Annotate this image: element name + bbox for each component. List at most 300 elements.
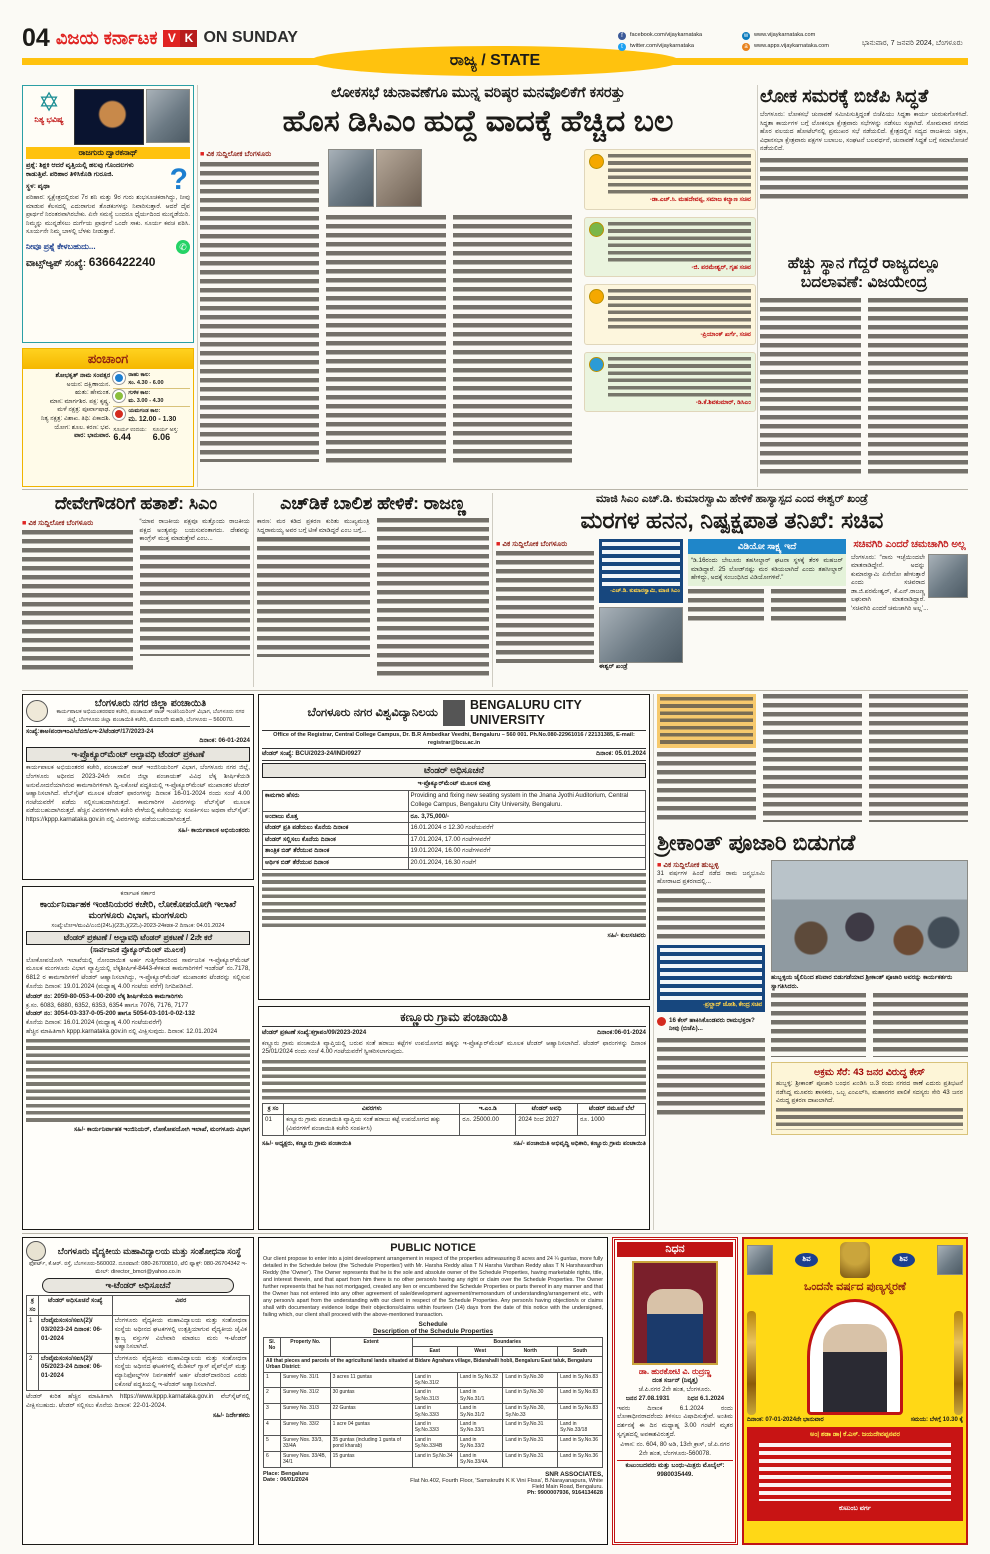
bmc-col: ವಿವರ xyxy=(112,1296,249,1316)
obituary-body: ಇವರು ದಿನಾಂಕ 6.1.2024 ರಂದು ಲೋಕಾಧೀನರಾದರೆಂದು ತಿಳಿಸಲು ವಿಷಾದಿಸುತ್ತೇವೆ. ಅಂತಿಮ ದರ್ಶನಕ್ಕೆ ಈ ದಿನ ಮಧ್ಯಾಹ್ನ 3.00 ಗಂಟೆಗೆ ಮೃತರ ಸ್ವಗೃಹದಲ್ಲಿ ಅವಕಾಶವಿರುತ್ತದೆ. xyxy=(617,1404,733,1438)
kannur-cell: ರೂ. 1000 xyxy=(578,1115,646,1135)
yamaganda-clock-icon xyxy=(113,408,125,420)
guru-name: ರಾಜಗುರು ದ್ವಾರಕನಾಥ್ xyxy=(26,147,190,159)
trees-story: ಮಾಜಿ ಸಿಎಂ ಎಚ್.ಡಿ. ಕುಮಾರಸ್ವಾಮಿ ಹೇಳಿಕೆ ಹಾಸ್ಯಾಸ್ಪದ ಎಂದ ಈಶ್ವರ್ ಖಂಡ್ರೆ ಮರಗಳ ಹನನ, ನಿಷ್ಪಕ್ಷಪಾತ ತನಿಖೆ: ಸಚಿವ ■ ವಿಕ ಸುದ್ದಿಲೋಕ ಬೆಂಗಳೂರು -ಎಚ್.ಡಿ. ಕುಮಾರಸ್ವಾಮಿ, ಮಾಜಿ ಸಿಎಂ ಈಶ್ವರ್ ಖಂಡ್ರೆ ವಿಡಿಯೋ ಸಾಕ್ಷ್ಯ ಇದೆ “ಡಿ.16ರಂದು ಬೇಲೂರು ತಹಸೀಲ್ದಾರ್ ಘಟನಾ ಸ್ಥಳಕ್ಕೆ ತೆರಳಿ ಮಹಜರ್ ಮಾಡಿದ್ದಾರೆ. 25 ಲೋಡ್‌ನಷ್ಟು ಮರ ಕಡಿಯಲಾಗಿದೆ ಎಂದು ತಹಸೀಲ್ದಾರ್ ಹೇಳಿದ್ದು, ಅದಕ್ಕೆ ಸಂಬಂಧಿಸಿದ ವಿಡಿಯೋಗಳಿವೆ.” ಸಚಿವಗಿರಿ ಎಂದರೆ ಚಮಚಾಗಿರಿ ಅಲ್ಲ ಬೆಂಗಳೂರು: “ನಾನು ಇಚ್ಛೆಯಿಂದಲೇ ಮಾತನಾಡಿದ್ದೇನೆ. ಅದನ್ನು ಕುಮಾರಸ್ವಾಮಿ ಏನೇನೋ ಹೇಳುತ್ತಾರೆ ಎಂದು ಸಚಿವರಾದ ಡಾ.ಜಿ.ಪರಮೇಶ್ವರ್, ಕೆ.ಎನ್.ರಾಜಣ್ಣ ಲಘುವಾಗಿ ಮಾತನಾಡಿದ್ದಾರೆ. ‘ಸಚಿವಗಿರಿ ಎಂದರೆ ಚಮಚಾಗಿರಿ ಅಲ್ಲ’... xyxy=(496,493,968,687)
astro-cta: ನೀವೂ ಪ್ರಶ್ನೆ ಕೇಳಬಹುದು... xyxy=(26,241,96,251)
pwd-body-more xyxy=(26,1039,250,1123)
schedule-cell: Land in Sy.No.83 xyxy=(558,1388,603,1404)
schedule-cell: Land in Sy.No.31 xyxy=(503,1420,558,1436)
case-box xyxy=(771,1062,968,1135)
pwd-line: ಹೆಚ್ಚಿನ ಮಾಹಿತಿಗಾಗಿ kppp.karnataka.gov.in ನಲ್ಲಿ ವೀಕ್ಷಿಸುವುದು. ದಿನಾಂಕ: 12.01.2024 xyxy=(26,1027,218,1035)
highlighted-quote xyxy=(657,694,756,748)
star-icon: ✡ xyxy=(38,87,60,117)
bmc-address: ಫೋರ್ಟ್, ಕೆ.ಆರ್. ರಸ್ತೆ, ಬೆಂಗಳೂರು-560002. ದೂರವಾಣಿ: 080-26700810, ಟೆಲಿ ಫ್ಯಾಕ್ಸ್: 080-26704342 ಇ-ಮೇಲ್: director_bmcri@yahoo.co.in xyxy=(29,1261,247,1275)
trees-byline: ವಿಕ ಸುದ್ದಿಲೋಕ ಬೆಂಗಳೂರು xyxy=(502,539,568,548)
bmc-tender-ad xyxy=(22,1237,254,1545)
schedule-col: South xyxy=(558,1347,603,1356)
bcu-row-label: ಕಾಮಗಾರಿ ಹೆಸರು xyxy=(263,791,409,811)
bcu-tender-ad xyxy=(258,694,650,1000)
sachiva-box-body: ಬೆಂಗಳೂರು: “ನಾನು ಇಚ್ಛೆಯಿಂದಲೇ ಮಾತನಾಡಿದ್ದೇನೆ. ಅದನ್ನು ಕುಮಾರಸ್ವಾಮಿ ಏನೇನೋ ಹೇಳುತ್ತಾರೆ ಎಂದು ಸಚಿವರಾದ ಡಾ.ಜಿ.ಪರಮೇಶ್ವರ್, ಕೆ.ಎನ್.ರಾಜಣ್ಣ ಲಘುವಾಗಿ ಮಾತನಾಡಿದ್ದಾರೆ. ‘ಸಚಿವಗಿರಿ ಎಂದರೆ ಚಮಚಾಗಿರಿ ಅಲ್ಲ’... xyxy=(851,553,929,613)
schedule-cell: Land in Sy.No.32 xyxy=(457,1372,502,1388)
planet-image xyxy=(74,89,144,145)
pwd-line: ಟೆಂಡರ್ ನಂ: 2059-80-053-4-00-200 ಲೆಕ್ಕ ಶೀರ್ಷಿಕೆಯಡಿ ಕಾಮಗಾರಿಗಳು xyxy=(26,993,183,1001)
facebook-icon: f xyxy=(618,32,626,40)
schedule-cell: 4 xyxy=(264,1420,281,1436)
yamaganda-label: ಯಮಗಂಡ ಕಾಲ: xyxy=(128,408,161,415)
panchanga-title: ಪಂಚಾಂಗ xyxy=(23,349,193,369)
schedule-cell: Land in Sy.No.33/1 xyxy=(457,1420,502,1436)
panchanga-line: ಅಯನ: ದಕ್ಷಿಣಾಯನ. xyxy=(66,380,111,388)
lead-headline: ಹೊಸ ಡಿಸಿಎಂ ಹುದ್ದೆ ವಾದಕ್ಕೆ ಹೆಚ್ಚಿದ ಬಲ xyxy=(282,105,674,138)
schedule-cell: Land in Sy.No.30 xyxy=(503,1372,558,1388)
schedule-cell: Survey Nos. 33/4B, 34/1 xyxy=(281,1451,331,1467)
schedule-cell: Land in Sy.No.34 xyxy=(412,1451,457,1467)
kumaraswamy-photo xyxy=(928,554,968,598)
kannur-col: ಇ.ಎಂ.ಡಿ xyxy=(460,1103,516,1115)
website-url: www.vijaykarnataka.com xyxy=(754,32,816,39)
public-notice-body: Our client propose to enter into a joint development arrangement in respect of the properties admeasuring 8 acres and 24 ¼ guntas, more fully detailed in the Schedule below (the 'Schedule Properties') with Mr. Harsha Reddy alias T N Harsha Vardhan Reddy alias T N Harshavardhan Reddy (the 'Owner'). The Owner represents that he is the sole and absolute owner of the Schedule Properties, having marketable rights, title, and interest therein, and that apart from him there is no other person/s having any right or claim over the Schedule Properties. The Owner further represents that he has not mortgaged, created any lien or encumbered the Schedule Properties or parts thereof in any manner and that the Owner has not entered into any other agreement of sale/development agreement/memorandum of understanding/arrangement etc., with any person/s apart from the understanding with our client in respect of the Schedule Properties. Any person/s having objection/s or claims shall with documentary evidence lodge their objections/claims within fourteen (14) days from the date of this notice with the undersigned, failing which, our client shall proceed with the above-mentioned transaction. xyxy=(263,1256,603,1318)
quote-attribution: -ಪ್ರಿಯಾಂಕ್ ಖರ್ಗೆ, ಸಚಿವ xyxy=(700,331,751,339)
whatsapp-label: ವಾಟ್ಸ್‌ಆ್ಯಪ್ ಸಂಖ್ಯೆ: xyxy=(26,257,87,269)
eshwar-khandre-photo xyxy=(599,607,683,663)
bcu-sub: ಇ-ಪ್ರೊಕ್ಯೂರ್‌ಮೆಂಟ್ ಮೂಲಕ ಮಾತ್ರ xyxy=(417,779,491,787)
bcu-row-label: ಅಂದಾಜು ಮೊತ್ತ xyxy=(263,811,409,823)
bcu-table xyxy=(262,790,646,869)
hdk-body-column xyxy=(257,537,370,657)
schedule-cell: 1 xyxy=(264,1372,281,1388)
yamaganda-value: ಮ. 12.00 - 1.30 xyxy=(128,415,177,423)
lead-quotes-column xyxy=(584,149,756,419)
schedule-cell: Survey Nos. 33/3, 33/4A xyxy=(281,1435,331,1451)
srikanth-body-column xyxy=(657,889,765,941)
hdk-snippet: ಕಾರಣ: ಮರ ಕಡಿದ ಪ್ರಕರಣ ಕುರಿತು ಮುಖ್ಯಮಂತ್ರಿ ಸಿದ್ದರಾಮಯ್ಯ ಅವರ ಬಗ್ಗೆ ಟೀಕೆ ಮಾಡಿದ್ದರೆ ಎಂಬ ಬಗ್ಗೆ... xyxy=(257,518,370,534)
pwd-tender-ad xyxy=(22,886,254,1230)
kannur-cell: ಕಣ್ಣೂರು ಗ್ರಾಮ ಪಂಚಾಯಿತಿ ವ್ಯಾಪ್ತಿಯ ಸಂತೆ ಹರಾಜು ಕಟ್ಟೆ ಉಪಯೋಗದ ಹಕ್ಕು (ವಿವರಗಳಿಗೆ ಪಂಚಾಯಿತಿ ಕಚೇರಿ ಸಂಪರ್ಕಿಸಿ) xyxy=(284,1115,460,1135)
rahu-value: ಸಂ. 4.30 - 6.00 xyxy=(128,379,164,386)
panchanga-line: ವಾರ: ಭಾನುವಾರ. xyxy=(74,432,111,440)
bmc-col: ಟೆಂಡರ್ ಅಧಿಸೂಚನೆ ಸಂಖ್ಯೆ xyxy=(39,1296,113,1316)
schedule-cell: Survey No. 31/1 xyxy=(281,1372,331,1388)
bcu-date: ದಿನಾಂಕ: 05.01.2024 xyxy=(596,750,646,758)
schedule-col: East xyxy=(412,1347,457,1356)
astro-asker: ಸ್ಥಳ: ಪೃಥಾ xyxy=(26,183,50,190)
quote-text xyxy=(608,154,751,196)
bcu-row-label: ಆರ್ಥಿಕ ಬಿಡ್ ತೆರೆಯುವ ದಿನಾಂಕ xyxy=(263,857,409,869)
sachiva-box-title: ಸಚಿವಗಿರಿ ಎಂದರೆ ಚಮಚಾಗಿರಿ ಅಲ್ಲ xyxy=(853,539,966,550)
schedule-cell: 30 guntas xyxy=(330,1388,412,1404)
schedule-cell: Land in Sy.No.30 xyxy=(503,1388,558,1404)
quote-box xyxy=(584,149,756,210)
memorial-verse-first: ಅಂ| ಶಡಾ ಡಾ| ಕೆ.ಎಸ್. ಜಯದೇವಪ್ಪನವರ xyxy=(810,1431,900,1438)
schedule-cell: 5 xyxy=(264,1435,281,1451)
srikanth-body-column xyxy=(657,1038,765,1118)
video-box-title: ವಿಡಿಯೋ ಸಾಕ್ಷ್ಯ ಇದೆ xyxy=(688,539,846,554)
shiva-badge-right: ಶಿವ xyxy=(892,1253,914,1267)
zp-address: ಕಾರ್ಯಪಾಲಕ ಅಭಿಯಂತರರವರ ಕಚೇರಿ, ಪಂಚಾಯತ್ ರಾಜ್ ಇಂಜಿನಿಯರಿಂಗ್ ವಿಭಾಗ, ಬೆಂಗಳೂರು ನಗರ ಜಿಲ್ಲೆ, ಬೆಂಗಳೂರು ಜಿಲ್ಲಾ ಪಂಚಾಯಿತಿ ಕಚೇರಿ, ಮೊದಲನೇ ಮಹಡಿ, ಬೆಂಗಳೂರು – 560070. xyxy=(56,709,245,723)
bcu-english-name: BENGALURU CITY UNIVERSITY xyxy=(470,698,582,727)
devegowda-story: ದೇವೇಗೌಡರಿಗೆ ಹತಾಶೆ: ಸಿಎಂ ■ ವಿಕ ಸುದ್ದಿಲೋಕ ಬೆಂಗಳೂರು “ಯಾವ ರಾಜಕೀಯ ಪಕ್ಷವೂ ಮತ್ತೊಂದು ರಾಜಕೀಯ ಪಕ್ಷದ ಅಂತ್ಯವನ್ನು ಬಯಸುವಂತಾಗದು. ದೇಶವನ್ನು ಕಾಂಗ್ರೆಸ್ ಮುಕ್ತ ಮಾಡುತ್ತೇವೆ ಎಂಬ... xyxy=(22,493,250,687)
sunset-label: ಸೂರ್ಯ ಅಸ್ತ: xyxy=(152,426,179,433)
body-column xyxy=(763,694,862,822)
memorial-portrait-figure xyxy=(823,1324,887,1412)
bcu-band: ಟೆಂಡರ್ ಅಧಿಸೂಚನೆ xyxy=(262,763,646,778)
schedule-cell: Land in Sy.No.33/18 xyxy=(558,1420,603,1436)
kannur-body: ಕಣ್ಣೂರು ಗ್ರಾಮ ಪಂಚಾಯಿತಿ ವ್ಯಾಪ್ತಿಯಲ್ಲಿ ಬರುವ ಸಂತೆ ಹರಾಜು ಕಟ್ಟೆಗಳ ಉಪಯೋಗದ ಹಕ್ಕನ್ನು ಇ-ಪ್ರೊಕ್ಯೂರ್‌ಮೆಂಟ್ ಮೂಲಕ ಟೆಂಡರ್ ಆಹ್ವಾನಿಸಲಾಗಿದೆ. ಟೆಂಡರ್ ಫಾರಂಗಳನ್ನು ದಿನಾಂಕ 25/01/2024 ರಂದು ಸಂಜೆ 4.00 ಗಂಟೆಯವರೆಗೆ ಸ್ವೀಕರಿಸಲಾಗುವುದು. xyxy=(262,1039,646,1056)
bullet-item xyxy=(657,1017,765,1034)
case-box-title: ಅಕ್ರಮ ಸೆರೆ: 43 ಜನರ ವಿರುದ್ಧ ಕೇಸ್ xyxy=(813,1067,925,1079)
devegowda-body-column xyxy=(22,530,133,672)
quote-text xyxy=(660,948,762,1002)
sunset-value: 6.06 xyxy=(152,432,171,443)
devegowda-headline: ದೇವೇಗೌಡರಿಗೆ ಹತಾಶೆ: ಸಿಎಂ xyxy=(54,493,218,513)
bcu-terms xyxy=(262,873,646,929)
quote-text xyxy=(608,357,751,399)
kannur-cell: 01 xyxy=(263,1115,284,1135)
eshwar-photo-caption: ಈಶ್ವರ್ ಖಂಡ್ರೆ xyxy=(599,663,628,670)
twitter-icon: t xyxy=(618,43,626,51)
schedule-cell: 2 xyxy=(264,1388,281,1404)
notice-date: Date : 06/01/2024 xyxy=(263,1476,309,1483)
case-box-body: ಹುಬ್ಬಳ್ಳಿ: ಶ್ರೀಕಾಂತ್ ಪೂಜಾರಿ ಬಂಧನ ಖಂಡಿಸಿ ಜ.3 ರಂದು ನಗರದ ಠಾಣೆ ಎದುರು ಪ್ರತಿಭಟನೆ ನಡೆಸಿದ್ದ ಮೂವರು ಶಾಸಕರು, ಒಬ್ಬ ಎಂಎಲ್‌ಸಿ, ಮಹಾನಗರ ಪಾಲಿಕೆ ಸದಸ್ಯರು ಸೇರಿ 43 ಜನರ ವಿರುದ್ಧ ಪ್ರಕರಣ ದಾಖಲಾಗಿದೆ. xyxy=(776,1080,963,1105)
masthead xyxy=(22,24,298,52)
trees-continuation xyxy=(657,694,968,826)
obituary-died: ನಿಧನ 6.1.2024 xyxy=(687,1395,725,1403)
quote-attribution: -ಪ್ರಲ್ಹಾದ್ ಜೋಶಿ, ಕೇಂದ್ರ ಸಚಿವ xyxy=(702,1001,762,1008)
schedule-cell: Land in Sy.No.31 xyxy=(503,1435,558,1451)
quote-box xyxy=(584,217,756,278)
brand-line1: ನಿತ್ಯ xyxy=(34,115,45,124)
bcu-row-value: 19.01.2024, 16.00 ಗಂಟೆಗಳವರೆಗೆ xyxy=(408,846,645,858)
bcu-row-value: 20.01.2024, 16.30 ಗಂಟೆಗೆ xyxy=(408,857,645,869)
bmc-col: ಕ್ರ ಸಂ xyxy=(27,1296,39,1316)
obituary-portrait xyxy=(647,1289,703,1363)
kannur-sign-right: ಸಹಿ/- ಪಂಚಾಯಿತಿ ಅಭಿವೃದ್ಧಿ ಅಧಿಕಾರಿ, ಕಣ್ಣೂರು ಗ್ರಾಮ ಪಂಚಾಯಿತಿ xyxy=(513,1139,646,1147)
schedule-cell: Land in Sy.No.83 xyxy=(558,1404,603,1420)
devegowda-body-column xyxy=(140,546,251,656)
pwd-signature: ಸಹಿ/- ಕಾರ್ಯನಿರ್ವಾಹಕ ಇಂಜಿನಿಯರ್, ಲೋಕೋಪಯೋಗಿ ಇಲಾಖೆ, ಮಂಗಳೂರು ವಿಭಾಗ xyxy=(73,1126,250,1134)
kannur-tender-ad xyxy=(258,1006,650,1230)
politician-photo-2 xyxy=(376,149,422,207)
schedule-col: North xyxy=(503,1347,558,1356)
vk-logo-v: V xyxy=(163,30,180,47)
schedule-col: Extent xyxy=(330,1338,412,1357)
schedule-cell: 6 xyxy=(264,1451,281,1467)
kumaraswamy-quote-box xyxy=(599,539,683,603)
lead-byline: ವಿಕ ಸುದ್ದಿಲೋಕ ಬೆಂಗಳೂರು xyxy=(206,149,272,158)
section-title: ರಾಜ್ಯ / STATE xyxy=(449,52,541,69)
politician-photo-1 xyxy=(328,149,374,207)
schedule-cell: Land in Sy.No.31/1 xyxy=(457,1388,502,1404)
bmc-cell: ಬೆಂಗಳೂರು ವೈದ್ಯಕೀಯ ಮಹಾವಿದ್ಯಾಲಯ ಮತ್ತು ಸಂಶೋಧನಾ ಸಂಸ್ಥೆಯ ಅಧೀನದ ಘಟಕಗಳಲ್ಲಿ ಉತ್ಪತ್ತಿಯಾಗುವ ವೈದ್ಯಕೀಯ ಜೈವಿಕ ತ್ಯಾಜ್ಯ ವಸ್ತುಗಳ ವಿಲೇವಾರಿ ಮಾಡಲು ಮರು ಇ-ಟೆಂಡರ್ ಅಹ್ವಾನಿಸಲಾಗಿದೆ. xyxy=(112,1316,249,1353)
quote-icon xyxy=(589,222,604,237)
panchanga-details xyxy=(26,372,110,444)
question-mark-glyph: ? xyxy=(169,163,188,196)
bmc-cell: ಬೆಂವೈಮಸಂಸಂ/ಸಐಸಿ(2)/ 03/2023-24 ದಿನಾಂಕ: 06-01-2024 xyxy=(39,1316,113,1353)
schedule-cell: Land in Sy.No.83 xyxy=(558,1372,603,1388)
lead-body-column xyxy=(326,215,445,463)
deity-emblem xyxy=(840,1242,870,1278)
trees-body-column xyxy=(496,551,594,663)
lead-story: ಲೋಕಸಭೆ ಚುನಾವಣೆಗೂ ಮುನ್ನ ವರಿಷ್ಠರ ಮನವೊಲಿಕೆಗೆ ಕಸರತ್ತು ಹೊಸ ಡಿಸಿಎಂ ಹುದ್ದೆ ವಾದಕ್ಕೆ ಹೆಚ್ಚಿದ ಬಲ ■ ವಿಕ ಸುದ್ದಿಲೋಕ ಬೆಂಗಳೂರು -ಡಾ.ಎಚ್.ಸಿ. ಮಹದೇವಪ್ಪ, ಸಮಾಜ ಕಲ್ಯಾಣ ಸಚಿವ -ಜಿ. ಪರಮೇಶ್ವರ್, ಗೃಹ ಸಚಿವ -ಪ್ರಿಯಾಂಕ್ ಖರ್ಗೆ, ಸಚಿವ -ಡಿ.ಕೆ.ಶಿವಕುಮಾರ್, ಡಿಸಿಎಂ xyxy=(200,85,756,487)
memorial-portrait xyxy=(807,1299,903,1415)
lamp-icon xyxy=(954,1311,963,1415)
zp-body: ಕಾರ್ಯಪಾಲಕ ಅಭಿಯಂತರರ ಕಚೇರಿ, ಪಂಚಾಯತ್ ರಾಜ್ ಇಂಜಿನಿಯರಿಂಗ್ ವಿಭಾಗ, ಬೆಂಗಳೂರು ನಗರ ಜಿಲ್ಲೆ, ಬೆಂಗಳೂರು ಅಧೀನದ 2023-24ನೇ ಸಾಲಿನ ಜಿಲ್ಲಾ ಪಂಚಾಯತ್ ವಿವಿಧ ಲೆಕ್ಕ ಶೀರ್ಷಿಕೆಯಡಿ ಅನುಮೋದನೆಯಾಗಿರುವ ಕಾಮಗಾರಿಗಳಿಗಾಗಿ ದ್ವಿ-ಲಕೋಟೆ ಪದ್ಧತಿಯಲ್ಲಿ ಇ-ಪ್ರೊಕ್ಯೂರ್‌ಮೆಂಟ್ ಮುಖಾಂತರ ಟೆಂಡರ್ ಆಹ್ವಾನಿಸಲಾಗಿದೆ. ವೆಬ್‌ಸೈಟ್ ಮೂಲಕ ಟೆಂಡರ್ ಫಾರಂಗಳನ್ನು ದಿನಾಂಕ 16-01-2024 ರಂದು ಸಂಜೆ 4.00 ಗಂಟೆಯವರೆಗೆ ಪಡೆದು ಸಲ್ಲಿಸಬಹುದಾಗಿರುತ್ತದೆ. ಕಾಮಗಾರಿಗಳ ವಿವರಗಳನ್ನು ವೆಬ್‌ಸೈಟ್ ಮೂಲಕ ಪಡೆಯಬಹುದಾಗಿರುತ್ತದೆ. ಹೆಚ್ಚಿನ ವಿವರಗಳಿಗಾಗಿ ಕಚೇರಿ ವೇಳೆಯಲ್ಲಿ ಕಚೇರಿಯನ್ನು ಸಂಪರ್ಕಿಸಲು ಅಥವಾ ವೆಬ್‌ಸೈಟ್: https://kppp.karnataka.gov.in ನಲ್ಲಿ ವಿವರಗಳನ್ನು ಪಡೆಯಬಹುದಾಗಿರುತ್ತದೆ. xyxy=(26,764,250,823)
hdk-story xyxy=(257,493,489,687)
obituary-name: ಡಾ. ಹುರಕೋಟಿ ವಿ. ರುದ್ರಣ್ಣ xyxy=(638,1367,712,1376)
pwd-line: ಕ್ರ.ಸಂ. 6083, 6880, 6352, 6353, 6354 ಹಾಗೂ 7076, 7176, 7177 xyxy=(26,1001,189,1009)
schedule-subtitle: Description of the Schedule Properties xyxy=(373,1328,493,1335)
bjp-headline: ಲೋಕ ಸಮರಕ್ಕೆ ಬಿಜೆಪಿ ಸಿದ್ಧತೆ xyxy=(760,86,929,106)
hdk-body-column xyxy=(377,518,490,678)
lead-kicker: ಲೋಕಸಭೆ ಚುನಾವಣೆಗೂ ಮುನ್ನ ವರಿಷ್ಠರ ಮನವೊಲಿಕೆಗೆ ಕಸರತ್ತು xyxy=(330,85,626,101)
quote-icon xyxy=(589,357,604,372)
vk-logo xyxy=(163,29,197,47)
trees-body-column xyxy=(771,589,847,623)
public-notice-title: PUBLIC NOTICE xyxy=(390,1242,476,1254)
bmc-cell: 1 xyxy=(27,1316,39,1353)
quote-text xyxy=(660,697,753,745)
quote-attribution: -ಡಾ.ಎಚ್.ಸಿ. ಮಹದೇವಪ್ಪ, ಸಮಾಜ ಕಲ್ಯಾಣ ಸಚಿವ xyxy=(649,196,751,203)
kannur-sign-left: ಸಹಿ/- ಅಧ್ಯಕ್ಷರು, ಕಣ್ಣೂರು ಗ್ರಾಮ ಪಂಚಾಯಿತಿ xyxy=(262,1139,352,1147)
zp-band: ಇ-ಪ್ರೊಕ್ಯೂರ್‌ಮೆಂಟ್ ಆಲ್ಪಾವಧಿ ಟೆಂಡರ್ ಪ್ರಕಟಣೆ xyxy=(26,747,250,762)
obituary-ad xyxy=(612,1237,738,1545)
kannur-cell: ರೂ. 25000.00 xyxy=(460,1115,516,1135)
schedule-table xyxy=(263,1337,603,1468)
bjp-lede: ಬೆಂಗಳೂರು: ಲೋಕಸಭೆ ಚುನಾವಣೆ ಸಮೀಪಿಸುತ್ತಿದ್ದಂತೆ ಬಿಜೆಪಿಯು ಸಿದ್ಧತಾ ಕಾರ್ಯ ಚುರುಕುಗೊಳಿಸಿದೆ. ಸಿದ್ಧತಾ ಕಾರ್ಯಗಳ ಬಗ್ಗೆ ಲೋಕಸಭಾ ಕ್ಷೇತ್ರವಾರು ಸಭೆಗಳನ್ನು ನಡೆಸಲು ಸಜ್ಜಾಗಿದೆ. ಸೋಮವಾರ ನಗರದ ಹೊರ ವಲಯದ ಹೋಟೆಲ್‌ನಲ್ಲಿ ಪ್ರಮುಖರ ಸಭೆ ನಡೆಯಲಿದೆ. ಕ್ಷೇತ್ರದಲ್ಲಿನ ಸದ್ಯದ ರಾಜಕೀಯ ಚಿತ್ರಣ, ವಿಧಾನಸಭಾ ಕ್ಷೇತ್ರವಾರು ಪಕ್ಷಗಳ ಬಲಾಬಲ, ಸಂಘಟನೆ ಬಲವರ್ಧನೆ, ಚುನಾವಣೆ ಸಿದ್ಧತೆ ಬಗ್ಗೆ ಸಮಾಲೋಚನೆ ನಡೆಯಲಿದೆ. xyxy=(760,111,968,153)
notice-place: Place: Bengaluru xyxy=(263,1470,309,1477)
srikanth-photo-caption: ಹುಬ್ಬಳ್ಳಿಯ ಜೈಲಿನಿಂದ ಶನಿವಾರ ಬಿಡುಗಡೆಯಾದ ಶ್ರೀಕಾಂತ್ ಪೂಜಾರಿ ಅವರನ್ನು ಕಾರ್ಯಕರ್ತರು ಸ್ವಾಗತಿಸಿದರು. xyxy=(771,974,953,990)
schedule-cell: 22 Guntas xyxy=(330,1404,412,1420)
pwd-body: ಲೋಕೋಪಯೋಗಿ ಇಲಾಖೆಯಲ್ಲಿ ನೋಂದಾಯಿತ ಅರ್ಹ ಗುತ್ತಿಗೆದಾರರಿಂದ ಸಾರ್ವಜನಿಕ ಇ-ಪ್ರೊಕ್ಯೂರ್‌ಮೆಂಟ್ ಮೂಲಕ ಮಂಗಳೂರು ವಿಭಾಗ ವ್ಯಾಪ್ತಿಯಲ್ಲಿ ಲೆಕ್ಕಶೀರ್ಷಿಕೆ-8443-ಕೆಳಕಂಡ ಕಾಮಗಾರಿಗಳಿಗೆ ಇಂಡೆಂಟ್ ನಂ.7178, 6812 ರ ಕಾಮಗಾರಿಗಳಿಗೆ ಟೆಂಡರ್ ಆಹ್ವಾನಿಸಲಾಗಿದ್ದು, ಇ-ಪ್ರೊಕ್ಯೂರ್‌ಮೆಂಟ್ ಮುಖಾಂತರ ಟೆಂಡರನ್ನು ಸಲ್ಲಿಸುವ ಕೊನೆಯ ದಿನಾಂಕ: 19.01.2024 (ಮಧ್ಯಾಹ್ನ 4.00 ಗಂಟೆಯ ವರೆಗೆ) ನಿಗದಿಪಡಿಸಿದೆ. xyxy=(26,956,250,990)
facebook-url: facebook.com/vijaykarnataka xyxy=(630,32,703,39)
schedule-cell: Land in Sy.No.36 xyxy=(558,1435,603,1451)
bmc-cell: ಬೆಂವೈಮಸಂಸಂ/ಸಐಸಿ(2)/ 05/2023-24 ದಿನಾಂಕ: 06-01-2024 xyxy=(39,1353,113,1390)
obituary-photo xyxy=(632,1261,718,1365)
srikanth-byline: ವಿಕ ಸುದ್ದಿಲೋಕ ಹುಬ್ಬಳ್ಳಿ xyxy=(663,860,719,869)
trees-headline: ಮರಗಳ ಹನನ, ನಿಷ್ಪಕ್ಷಪಾತ ತನಿಖೆ: ಸಚಿವ xyxy=(580,507,884,533)
obituary-born: ಜನನ 27.08.1931 xyxy=(625,1395,670,1403)
pwd-sub: (ಸಾರ್ವಜನಿಕ ಪ್ರೊಕ್ಯೂರ್‌ಮೆಂಟ್ ಮೂಲಕ) xyxy=(90,945,186,955)
astro-question: ಪ್ರಶ್ನೆ: ಶಿಕ್ಷಕಿ ಆದರೆ ವೃತ್ತಿಯಲ್ಲಿ ಹಲವು ಗೊಂದಲಗಳು ಕಾಡುತ್ತಿವೆ. ಪರಿಹಾರ ತಿಳಿಸಿಕೊಡಿ ಗುರೂಜಿ. xyxy=(26,162,134,178)
quote-attribution: -ಎಚ್.ಡಿ. ಕುಮಾರಸ್ವಾಮಿ, ಮಾಜಿ ಸಿಎಂ xyxy=(610,588,680,594)
quote-text xyxy=(608,222,751,264)
panchanga-line: ಶೋಭಕೃತ್ ನಾಮ ಸಂವತ್ಸರ xyxy=(55,372,111,379)
schedule-col: West xyxy=(457,1347,502,1356)
quote-icon xyxy=(589,154,604,169)
bcu-row-value: 17.01.2024, 17.00 ಗಂಟೆಗಳವರೆಗೆ xyxy=(408,834,645,846)
gulika-label: ಗುಳಿಕ ಕಾಲ: xyxy=(128,390,151,397)
srikanth-body-column xyxy=(873,993,968,1057)
memorial-date-label: ದಿನಾಂಕ: xyxy=(747,1417,764,1423)
obituary-title: ನಿಧನ xyxy=(617,1242,733,1257)
kannur-col: ಟೆಂಡರ್ ನಮೂನೆ ಬೆಲೆ xyxy=(578,1103,646,1115)
sunrise-label: ಸೂರ್ಯ ಉದಯ: xyxy=(113,426,147,433)
bmc-cell: ಬೆಂಗಳೂರು ವೈದ್ಯಕೀಯ ಮಹಾವಿದ್ಯಾಲಯ ಮತ್ತು ಸಂಶೋಧನಾ ಸಂಸ್ಥೆಯ ಅಧೀನದ ಘಟಕಗಳಲ್ಲಿ ಮೆಡಿಕಲ್ ಗ್ಯಾಸ್ ಪೈಪ್‌ಲೈನ್ ಮತ್ತು ಮ್ಯಾನಿಫೋಲ್ಡ್‌ಗಳ ನಿರ್ವಹಣೆಗೆ ಅರ್ಹ ಟೆಂಡರ್‌ದಾರರಿಂದ ಎರಡು ಲಕೋಟೆ ಪದ್ಧತಿಯಲ್ಲಿ ಇ-ಟೆಂಡರ್ ಅಹ್ವಾನಿಸಲಾಗಿದೆ. xyxy=(112,1353,249,1390)
devegowda-snippet: “ಯಾವ ರಾಜಕೀಯ ಪಕ್ಷವೂ ಮತ್ತೊಂದು ರಾಜಕೀಯ ಪಕ್ಷದ ಅಂತ್ಯವನ್ನು ಬಯಸುವಂತಾಗದು. ದೇಶವನ್ನು ಕಾಂಗ್ರೆಸ್ ಮುಕ್ತ ಮಾಡುತ್ತೇವೆ ಎಂಬ... xyxy=(139,518,250,543)
public-notice-ad xyxy=(258,1237,608,1545)
panchanga-line: ಮಳೆ ನಕ್ಷತ್ರ: ಪೂರ್ವಾಷಾಢ. xyxy=(57,406,111,414)
notice-firm-address: Flat No.402, Fourth Floor, 'Samskruthi K K Vini Flssa', B.Narayanapura, White Field Main Road, Bengaluru. xyxy=(410,1477,603,1490)
vijayendra-body-column xyxy=(868,298,969,478)
quote-box xyxy=(584,352,756,413)
bcu-ref: ಟೆಂಡರ್ ಸಂಖ್ಯೆ: BCU/2023-24/IND/0927 xyxy=(262,750,362,758)
kannur-col: ಟೆಂಡರ್ ಅವಧಿ xyxy=(516,1103,578,1115)
dateline: ಭಾನುವಾರ, 7 ಜನವರಿ 2024, ಬೆಂಗಳೂರು xyxy=(862,38,963,47)
rahu-label: ರಾಹು ಕಾಲ: xyxy=(128,372,151,378)
joshi-quote-box xyxy=(657,945,765,1012)
bcu-address: Office of the Registrar, Central College Campus, Dr. B.R Ambedkar Veedhi, Bengaluru – 560 001. Ph.No.080-22961016 / 22131385, E-mail: registrar@bcu.ac.in xyxy=(273,732,635,746)
srikanth-headline: ಶ್ರೀಕಾಂತ್ ಪೂಜಾರಿ ಬಿಡುಗಡೆ xyxy=(657,830,856,855)
schedule-cell: 3 acres 11 guntas xyxy=(330,1372,412,1388)
obituary-address2: ವಿಳಾಸ: ನಂ. 604, 80 ಅಡಿ, 13ನೇ ಕ್ರಾಸ್, ಜೆ.ಪಿ.ನಗರ 2ನೇ ಹಂತ, ಬೆಂಗಳೂರು-560078. xyxy=(620,1441,730,1457)
lead-photos xyxy=(328,149,422,207)
vijayendra-story xyxy=(760,254,968,487)
zp-emblem-icon xyxy=(26,700,48,722)
bmc-table xyxy=(26,1295,250,1391)
quote-attribution: -ಜಿ. ಪರಮೇಶ್ವರ್, ಗೃಹ ಸಚಿವ xyxy=(691,263,751,271)
twitter-url: twitter.com/vijaykarnataka xyxy=(630,43,695,50)
bmc-emblem-icon xyxy=(26,1241,46,1261)
notice-phone: Ph: 9900007936, 9164134628 xyxy=(527,1489,603,1496)
bmc-cell: 2 xyxy=(27,1353,39,1390)
bjp-story xyxy=(760,85,968,249)
memorial-verse-last: ಕುಟುಂಬ ವರ್ಗ xyxy=(839,1505,871,1512)
zp-signature: ಸಹಿ/- ಕಾರ್ಯಪಾಲಕ ಅಭಿಯಂತರರು xyxy=(178,826,250,834)
bmc-footer: ಟೆಂಡರ್ ಕುರಿತ ಹೆಚ್ಚಿನ ಮಾಹಿತಿಗಾಗಿ https://www.kppp.karnataka.gov.in ವೆಬ್‌ಸೈಟ್‌ನಲ್ಲಿ ವೀಕ್ಷಿಸಬಹುದು. ಟೆಂಡರ್ ಸಲ್ಲಿಸಲು ಕೊನೆಯ ದಿನಾಂಕ: 22-01-2024. xyxy=(26,1393,250,1409)
bcu-row-value: ರೂ. 3,75,000/- xyxy=(408,811,645,823)
kannur-col: ಕ್ರ ಸಂ xyxy=(263,1103,284,1115)
zp-tender-ad xyxy=(22,694,254,880)
panchanga-line: ಮಾಸ: ಮಾರ್ಗಶಿರ. ಪಕ್ಷ: ಕೃಷ್ಣ. xyxy=(49,397,111,405)
kannur-title: ಕಣ್ಣೂರು ಗ್ರಾಮ ಪಂಚಾಯಿತಿ xyxy=(262,1010,646,1027)
web-links xyxy=(742,32,882,51)
schedule-cell: Land in Sy.No.33/4B xyxy=(412,1435,457,1451)
quote-icon xyxy=(589,289,604,304)
schedule-col: Sl. No xyxy=(264,1338,281,1357)
kannur-col: ವಿವರಗಳು xyxy=(284,1103,460,1115)
guru-photo xyxy=(146,89,190,143)
bullet-text: 16 ಕೇಸ್ ಹಾಕಿಸಿಕೊಂಡವರು ರಾಮಭಕ್ತರಾ? ನೀವು (ಬಿಜೆಪಿ)... xyxy=(669,1016,755,1033)
srikanth-story: ಶ್ರೀಕಾಂತ್ ಪೂಜಾರಿ ಬಿಡುಗಡೆ ■ ವಿಕ ಸುದ್ದಿಲೋಕ ಹುಬ್ಬಳ್ಳಿ 31 ವರ್ಷಗಳ ಹಿಂದೆ ನಡೆದ ರಾಮ ಜನ್ಮಭೂಮಿ ಹೋರಾಟದ ಪ್ರಕರಣದಲ್ಲಿ... -ಪ್ರಲ್ಹಾದ್ ಜೋಶಿ, ಕೇಂದ್ರ ಸಚಿವ 16 ಕೇಸ್ ಹಾಕಿಸಿಕೊಂಡವರು ರಾಮಭಕ್ತರಾ? ನೀವು (ಬಿಜೆಪಿ)... ಹುಬ್ಬಳ್ಳಿಯ ಜೈಲಿನಿಂದ ಶನಿವಾರ ಬಿಡುಗಡೆಯಾದ ಶ್ರೀಕಾಂತ್ ಪೂಜಾರಿ ಅವರನ್ನು ಕಾರ್ಯಕರ್ತರು ಸ್ವಾಗತಿಸಿದರು. ಅಕ್ರಮ ಸೆರೆ: 43 ಜನರ ವಿರುದ್ಧ ಕೇಸ್ ಹುಬ್ಬಳ್ಳಿ: ಶ್ರೀಕಾಂತ್ ಪೂಜಾರಿ ಬಂಧನ ಖಂಡಿಸಿ ಜ.3 ರಂದು ನಗರದ ಠಾಣೆ ಎದುರು ಪ್ರತಿಭಟನೆ ನಡೆಸಿದ್ದ ಮೂವರು ಶಾಸಕರು, ಒಬ್ಬ ಎಂಎಲ್‌ಸಿ, ಮಹಾನಗರ ಪಾಲಿಕೆ ಸದಸ್ಯರು ಸೇರಿ 43 ಜನರ ವಿರುದ್ಧ ಪ್ರಕರಣ ದಾಖಲಾಗಿದೆ. xyxy=(657,830,968,1230)
bcu-row-value: Providing and fixing new seating system in the Jnana Jyothi Auditorium, Central College Campus, Bengaluru City University, Bengaluru. xyxy=(408,791,645,811)
pwd-band: ಟೆಂಡರ್ ಪ್ರಕಟಣೆ / ಅಲ್ಪಾವಧಿ ಟೆಂಡರ್ ಪ್ರಕಟಣೆ / 2ನೇ ಕರೆ xyxy=(26,931,250,945)
vk-logo-k: K xyxy=(180,30,197,47)
bmc-band: ಇ-ಟೆಂಡರ್ ಅಧಿಸೂಚನೆ xyxy=(42,1278,234,1293)
memorial-date-value: 07-01-2024ನೇ ಭಾನುವಾರ xyxy=(765,1417,824,1423)
saint-photo-left xyxy=(747,1245,773,1275)
schedule-cell: 15 guntas xyxy=(330,1451,412,1467)
panchanga-line: ಋತು: ಹೇಮಂತ. xyxy=(75,389,111,397)
schedule-cell: Survey No. 31/2 xyxy=(281,1388,331,1404)
schedule-cell: Land in Sy.No.33/3 xyxy=(412,1404,457,1420)
quote-box xyxy=(584,284,756,345)
schedule-col: Boundaries xyxy=(412,1338,602,1347)
panchanga-line: ನಿತ್ಯ ನಕ್ಷತ್ರ: ವಿಶಾಖ. ತಿಥಿ: ಏಕಾದಶಿ. xyxy=(40,414,111,422)
astrology-ad xyxy=(22,85,194,343)
srikanth-lede: 31 ವರ್ಷಗಳ ಹಿಂದೆ ನಡೆದ ರಾಮ ಜನ್ಮಭೂಮಿ ಹೋರಾಟದ ಪ್ರಕರಣದಲ್ಲಿ... xyxy=(657,869,765,886)
zp-date: ದಿನಾಂಕ: 06-01-2024 xyxy=(199,736,250,744)
pwd-gov: ಕರ್ನಾಟಕ ಸರ್ಕಾರ xyxy=(120,890,156,897)
pwd-line: ಟೆಂಡರ್ ನಂ: 3054-03-337-0-05-200 ಹಾಗೂ 5054-03-101-0-02-132 xyxy=(26,1010,195,1018)
notice-firm: SNR ASSOCIATES, xyxy=(545,1470,603,1478)
kannur-date: ದಿನಾಂಕ:06-01-2024 xyxy=(597,1029,646,1036)
schedule-cell: Land in Sy.No.33/2 xyxy=(457,1435,502,1451)
schedule-cell: Land in Sy.No.31 xyxy=(503,1451,558,1467)
gulika-clock-icon xyxy=(113,390,125,402)
whatsapp-icon: ✆ xyxy=(176,240,190,254)
body-column xyxy=(869,694,968,822)
obituary-address: ಜೆ.ಪಿ.ನಗರ 2ನೇ ಹಂತ, ಬೆಂಗಳೂರು. xyxy=(638,1385,712,1393)
obituary-contact: ಕುಟುಂಬದವರು ಮತ್ತು ಬಂಧು-ಮಿತ್ರರು ಮೊಬೈಲ್: 9980035449. xyxy=(617,1460,733,1479)
panchanga-line: ಯೋಗ: ಶೂಲ. ಕರಣ: ಭವ. xyxy=(54,423,111,431)
bcu-row-value: 16.01.2024 ರ 12.30 ಗಂಟೆಯವರೆಗೆ xyxy=(408,823,645,835)
rahu-clock-icon xyxy=(113,372,125,384)
gulika-value: ಮ. 3.00 - 4.30 xyxy=(128,397,164,404)
schedule-intro: All that pieces and parcels of the agricultural lands situated at Bidare Agrahara village, Bidarahalli hobli, Bengaluru East taluk, Bengaluru Urban District: xyxy=(264,1356,603,1372)
shiva-badge-left: ಶಿವ xyxy=(795,1253,817,1267)
memorial-time-value: ಬೆಳಗ್ಗೆ 10.30 ಕ್ಕೆ xyxy=(929,1417,963,1423)
trees-kicker: ಮಾಜಿ ಸಿಎಂ ಎಚ್.ಡಿ. ಕುಮಾರಸ್ವಾಮಿ ಹೇಳಿಕೆ ಹಾಸ್ಯಾಸ್ಪದ ಎಂದ ಈಶ್ವರ್ ಖಂಡ್ರೆ xyxy=(596,493,868,505)
schedule-cell: Survey No. 31/3 xyxy=(281,1404,331,1420)
pwd-title: ಕಾರ್ಯನಿರ್ವಾಹಕ ಇಂಜಿನಿಯರರ ಕಚೇರಿ, ಲೋಕೋಪಯೋಗಿ ಇಲಾಖೆ ಮಂಗಳೂರು ವಿಭಾಗ, ಮಂಗಳೂರು xyxy=(39,898,237,921)
zp-title: ಬೆಂಗಳೂರು ನಗರ ಜಿಲ್ಲಾ ಪಂಚಾಯಿತಿ xyxy=(94,698,207,709)
globe-icon: w xyxy=(743,33,749,39)
schedule-cell: Land in Sy.No.31/2 xyxy=(412,1372,457,1388)
case-box-more xyxy=(776,1108,963,1130)
quote-attribution: -ಡಿ.ಕೆ.ಶಿವಕುಮಾರ್, ಡಿಸಿಎಂ xyxy=(695,398,751,406)
zp-ref: ಸಂಖ್ಯೆ:ಕಾಅ/ಪಂರಾಇಂವಿ/ಬೆನಜಿ/ಎಇ-2/ಟೆಂಡರ್/17/2023-24 xyxy=(26,728,154,736)
apps-url: www.apps.vijaykarnataka.com xyxy=(754,43,829,50)
bjp-body xyxy=(760,158,968,200)
lamp-icon xyxy=(747,1311,756,1415)
kannur-body-more xyxy=(262,1060,646,1100)
memorial-ad xyxy=(742,1237,968,1545)
schedule-cell: Land in Sy.No.31/3 xyxy=(412,1388,457,1404)
quote-text xyxy=(608,289,751,331)
memorial-time-label: ಸಮಯ: xyxy=(910,1417,929,1423)
bcu-row-label: ಟೆಂಡರ್ ಪ್ರತಿ ಪಡೆಯಲು ಕೊನೆಯ ದಿನಾಂಕ xyxy=(263,823,409,835)
trees-body-column xyxy=(688,589,764,623)
obituary-role: ದಂತ ಸರ್ಜನ್ (ನಿವೃತ್ತ) xyxy=(652,1377,698,1384)
vijayendra-headline: ಹೆಚ್ಚು ಸ್ಥಾನ ಗೆದ್ದರೆ ರಾಜ್ಯದಲ್ಲೂ ಬದಲಾವಣೆ: ವಿಜಯೇಂದ್ರ xyxy=(787,255,941,291)
devegowda-byline: ವಿಕ ಸುದ್ದಿಲೋಕ ಬೆಂಗಳೂರು xyxy=(28,518,94,527)
schedule-cell: Land in Sy.No.36 xyxy=(558,1451,603,1467)
schedule-cell: Land in Sy.No.30, Sy.No.33 xyxy=(503,1404,558,1420)
schedule-title: Schedule xyxy=(418,1321,448,1328)
quote-text xyxy=(602,542,680,588)
kannur-table xyxy=(262,1103,646,1136)
red-dot-icon xyxy=(657,1017,666,1026)
body-column xyxy=(657,752,756,820)
schedule-cell: Survey No. 33/2 xyxy=(281,1420,331,1436)
bcu-row-label: ಟೆಂಡರ್ ಸಲ್ಲಿಸಲು ಕೊನೆಯ ದಿನಾಂಕ xyxy=(263,834,409,846)
schedule-cell: Land in Sy.No.31/2 xyxy=(457,1404,502,1420)
masthead-title: ವಿಜಯ ಕರ್ನಾಟಕ xyxy=(55,27,158,48)
panchanga-box xyxy=(22,348,194,487)
kannur-ref: ಟೆಂಡರ್ ಪ್ರಕಟಣೆ ಸಂಖ್ಯೆ:ಕಗ್ರಾಪಂ/09/2023-2024 xyxy=(262,1029,367,1036)
schedule-cell: Land in Sy.No.33/4A xyxy=(457,1451,502,1467)
lead-body-column xyxy=(200,162,319,462)
memorial-verse-lines xyxy=(759,1443,951,1501)
lead-body-column xyxy=(453,215,572,463)
saint-photo-right xyxy=(937,1245,963,1275)
bcu-row-label: ತಾಂತ್ರಿಕ ಬಿಡ್ ತೆರೆಯುವ ದಿನಾಂಕ xyxy=(263,846,409,858)
vijayendra-body-column xyxy=(760,298,861,478)
sunrise-value: 6.44 xyxy=(113,432,131,443)
schedule-cell: 35 guntas (including 1 gunta of pond kharab) xyxy=(330,1435,412,1451)
app-icon: a xyxy=(742,43,750,51)
memorial-verse-box xyxy=(747,1427,963,1521)
